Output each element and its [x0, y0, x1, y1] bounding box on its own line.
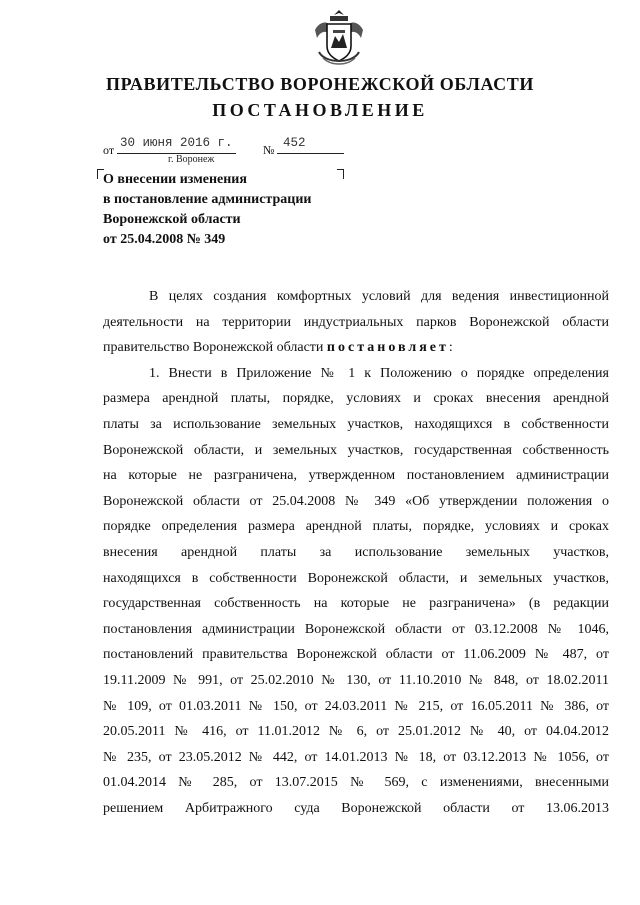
- body-line: постановлений правительства Воронежской области от 11.06.2009 № 487, от: [103, 647, 609, 663]
- preamble-last: правительство Воронежской области: [103, 340, 324, 356]
- body-line: внесения арендной платы за использование земельных участков,: [103, 544, 609, 560]
- date-value: 30 июня 2016 г.: [120, 136, 233, 150]
- body-line: размера арендной платы, порядке, условиях и сроках внесения арендной: [103, 391, 609, 407]
- body-line: 01.04.2014 № 285, от 13.07.2015 № 569, с изменениями, внесенными: [103, 775, 609, 791]
- body-line: 19.11.2009 № 991, от 25.02.2010 № 130, от 11.10.2010 № 848, от 18.02.2011: [103, 672, 609, 688]
- subject-line: Воронежской области: [103, 212, 241, 227]
- body-line: № 235, от 23.05.2012 № 442, от 14.01.2013 № 18, от 03.12.2013 № 1056, от: [103, 749, 609, 765]
- body-line: В целях создания комфортных условий для ведения инвестиционной: [149, 289, 609, 304]
- body-line: государственная собственность на которые не разграничена» (в редакции: [103, 596, 609, 612]
- body-line: постановления администрации Воронежской области от 03.12.2008 № 1046,: [103, 621, 609, 637]
- subject-line: О внесении изменения: [103, 172, 247, 187]
- body-line: 1. Внести в Приложение № 1 к Положению о порядке определения: [149, 365, 609, 381]
- body-line: Воронежской области, и земельных участков, государственная собственность: [103, 442, 609, 458]
- body-line: № 109, от 01.03.2011 № 150, от 24.03.2011 № 215, от 16.05.2011 № 386, от: [103, 698, 609, 714]
- number-prefix: №: [263, 143, 275, 157]
- decree-word: постановляет: [326, 340, 449, 356]
- body-line: на которые не разграничена, утвержденном постановлением администрации: [103, 468, 609, 484]
- decree-colon: :: [448, 340, 453, 356]
- body-line: находящихся в собственности Воронежской области, и земельных участков,: [103, 570, 609, 586]
- body-line: платы за использование земельных участков, находящихся в собственности: [103, 416, 609, 432]
- number-value: 452: [283, 136, 306, 150]
- coat-of-arms-icon: [309, 8, 369, 70]
- decree-line: [103, 335, 609, 361]
- subject-corner-right: [337, 169, 344, 179]
- organization-title: ПРАВИТЕЛЬСТВО ВОРОНЕЖСКОЙ ОБЛАСТИ: [106, 74, 534, 94]
- subject-line: в постановление администрации: [103, 192, 312, 207]
- document-type: ПОСТАНОВЛЕНИЕ: [212, 100, 428, 120]
- body-line: решением Арбитражного суда Воронежской области от 13.06.2013: [103, 800, 609, 816]
- city-name: г. Воронеж: [168, 154, 215, 165]
- body-line: Воронежской области от 25.04.2008 № 349 «Об утверждении положения о: [103, 493, 609, 509]
- body-line: 20.05.2011 № 416, от 11.01.2012 № 6, от 25.01.2012 № 40, от 04.04.2012: [103, 724, 609, 740]
- date-prefix: от: [103, 143, 115, 157]
- number-underline: [277, 153, 344, 154]
- body-line: деятельности на территории индустриальных парков Воронежской области: [103, 314, 609, 330]
- subject-block: [103, 170, 311, 250]
- subject-line: от 25.04.2008 № 349: [103, 232, 226, 247]
- body-line: порядке определения размера арендной платы, порядке, условиях и сроках: [103, 519, 609, 535]
- document-body: [103, 284, 609, 821]
